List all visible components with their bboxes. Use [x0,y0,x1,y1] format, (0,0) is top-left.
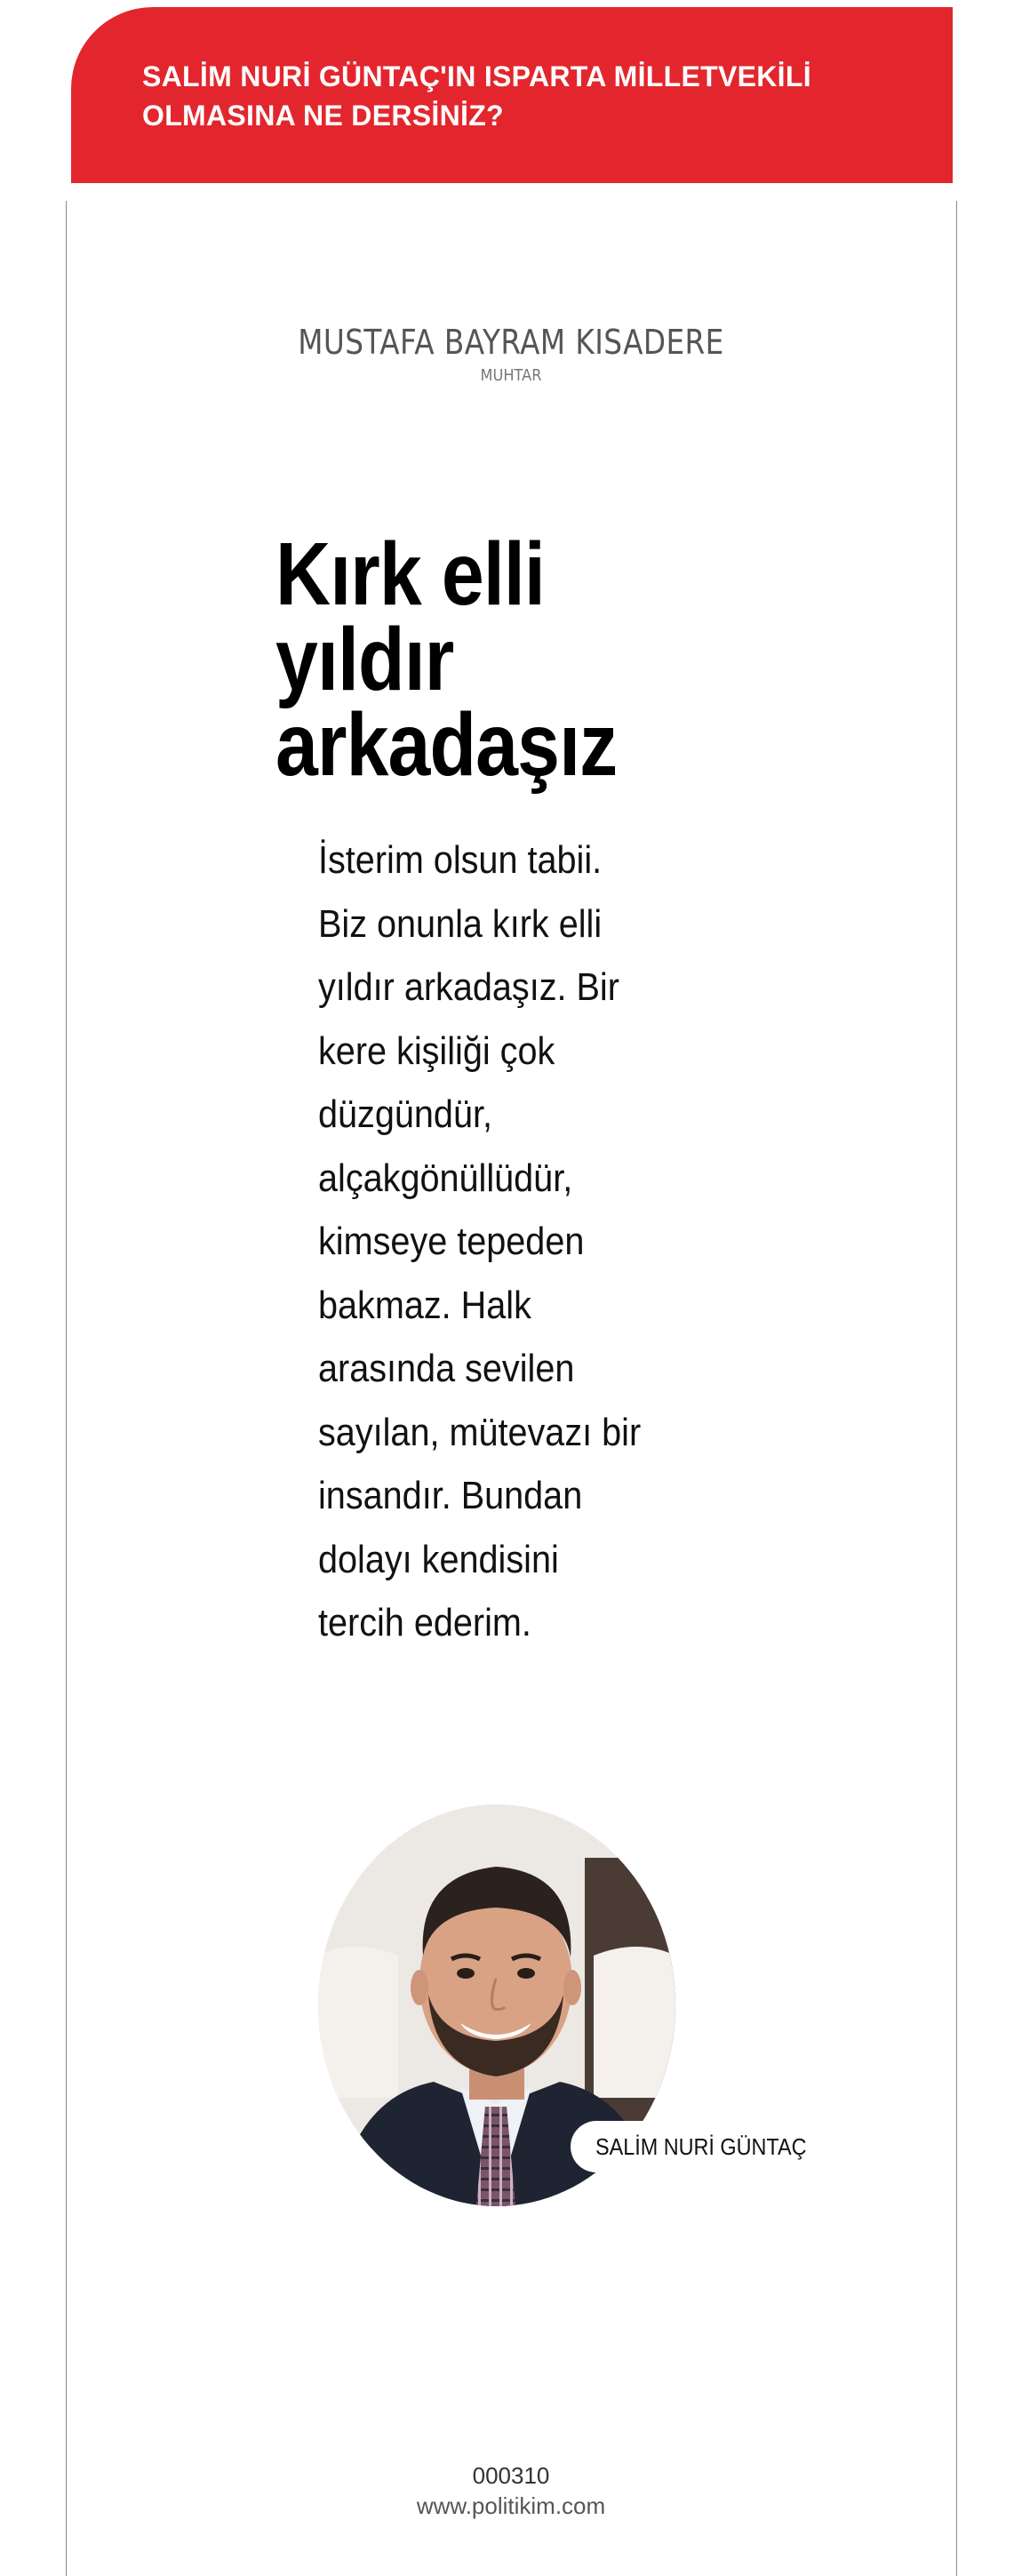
photo-caption [571,2121,855,2172]
article-headline: Kırk elli yıldır arkadaşız [275,524,618,795]
photo-caption-text: SALİM NURİ GÜNTAÇ [595,2132,807,2160]
page-footer [0,2460,1022,2521]
footer-url[interactable]: www.politikim.com [416,2492,606,2519]
footer-code: 000310 [472,2462,550,2489]
author-name: MUSTAFA BAYRAM KISADERE [298,323,724,362]
frame-right-border [956,201,957,2576]
author-block [0,320,1022,386]
frame-left-border [66,201,67,2576]
article-body: İsterim olsun tabii. Biz onunla kırk elli yıldır arkadaşız. Bir kere kişiliği çok düzgündür, alçakgönüllüdür, kimseye tepeden bakmaz. Halk arasında sevilen sayılan, mütevazı bir insandır. Bundan dolayı kendisini tercih ederim. [318,838,642,1644]
author-role: MUHTAR [480,366,542,385]
title-banner [71,7,953,183]
banner-title: SALİM NURİ GÜNTAÇ'IN ISPARTA MİLLETVEKİLİ OLMASINA NE DERSİNİZ? [142,60,811,132]
